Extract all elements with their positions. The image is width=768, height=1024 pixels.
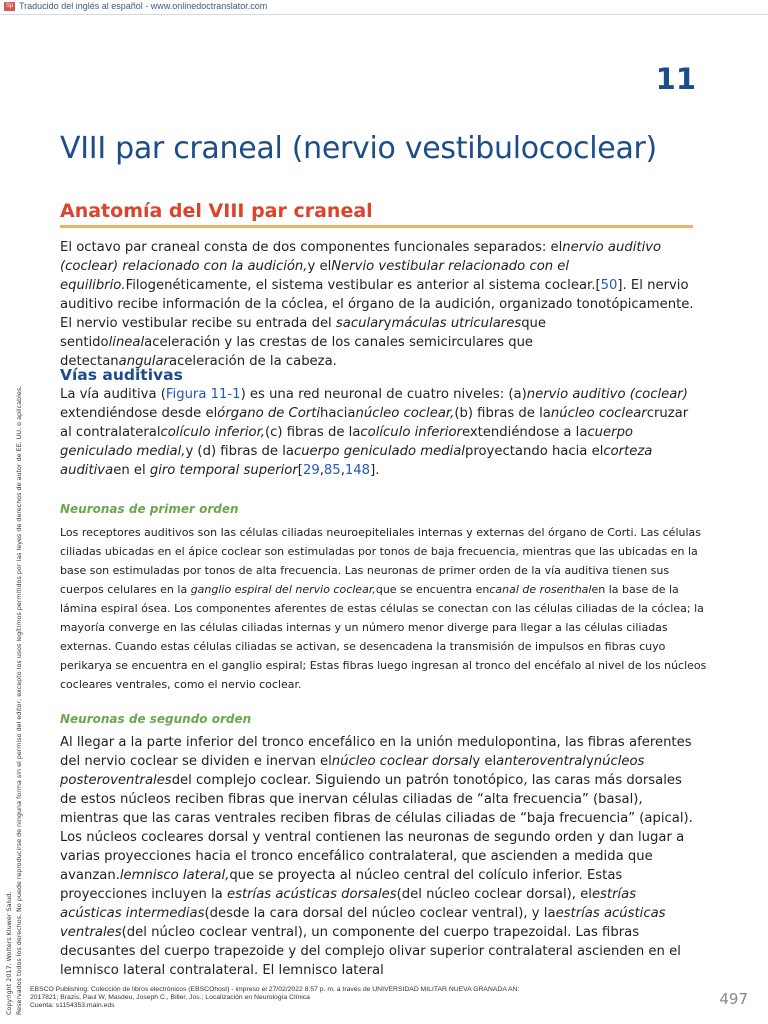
page-number: 497 [719,990,748,1008]
second-order-heading: Neuronas de segundo orden [60,712,252,726]
subsection-heading: Vías auditivas [60,366,183,384]
first-order-paragraph: Los receptores auditivos son las células ciliadas neuroepiteliales internas y externas del órgano de Corti. Las células ciliadas ubicadas en el ápice coclear son estimuladas por tonos de baja frecuencia, mientras que las ubicadas en la base son estimuladas por tonos de alta frecuencia. Las neuronas de primer orden de la vía auditiva tienen sus cuerpos celulares en la ganglio espiral del nervio coclear,que se encuentra encanal de rosenthalen la base de la lámina espiral ósea. Los componentes aferentes de estas células se conectan con las células ciliadas de la cóclea; la mayoría converge en las células ciliadas internas y un número menor diverge para llegar a las células ciliadas externas. Cuando estas células ciliadas se activan, se desencadena la transmisión de impulsos en fibras cuyo perikarya se encuentra en el ganglio espiral; Estas fibras luego ingresan al tronco del encéfalo al nivel de los núcleos cocleares ventrales, como el nervio coclear. [60,526,707,691]
chapter-title: VIII par craneal (nervio vestibulococlear) [60,131,657,166]
section-heading: Anatomía del VIII par craneal [60,200,373,222]
second-order-paragraph: Al llegar a la parte inferior del tronco encefálico en la unión medulopontina, las fibras aferentes del nervio coclear se dividen e inervan elnúcleo coclear dorsaly elanteroventralynúcleos posteroventralesdel complejo coclear. Siguiendo un patrón tonotópico, las caras más dorsales de estos núcleos reciben fibras que inervan células ciliadas de “alta frecuencia” (basal), mientras que las caras ventrales reciben fibras de células ciliadas de “baja frecuencia” (apical). Los núcleos cocleares dorsal y ventral contienen las neuronas de segundo orden y dan lugar a varias proyecciones hacia el tronco encefálico contralateral, que ascienden a medida que avanzan.lemnisco lateral,que se proyecta al núcleo central del colículo inferior. Estas proyecciones incluyen la estrías acústicas dorsales(del núcleo coclear dorsal), elestrías acústicas intermedias(desde la cara dorsal del núcleo coclear ventral), y laestrías acústicas ventrales(del núcleo coclear ventral), un componente del cuerpo trapezoidal. Las fibras decusantes del cuerpo trapezoide y del complejo olivar superior contralateral ascienden en el lemnisco lateral contralateral. El lemnisco lateral [60,735,693,978]
copyright-line: Copyright 2017. Wolters Kluwer Salud. [5,891,13,1015]
section-rule [60,225,693,228]
intro-paragraph: El octavo par craneal consta de dos componentes funcionales separados: elnervio auditivo (coclear) relacionado con la audición,y elNervio vestibular relacionado con el equilibrio.Filogenéticamente, el sistema vestibular es anterior al sistema coclear.[50]. El nervio auditivo recibe información de la cóclea, el órgano de la audición, organizado tonotópicamente. El nervio vestibular recibe su entrada del sacularymáculas utricularesque sentidolinealaceleración y las crestas de los canales semicirculares que detectanangularaceleración de la cabeza. [60,240,694,369]
reference-link[interactable]: 85 [323,463,341,478]
rights-line: Reservados todos los derechos. No puede reproducirse de ninguna forma sin el permiso del editor, excepto los usos legítimos permitidos por las leyes de derechos de autor de EE. UU. o aplicables. [15,385,23,1015]
figure-link[interactable]: Figura 11-1 [165,387,241,402]
copyright-sidebar [2,355,28,1015]
chapter-number: 11 [655,62,696,96]
footer-line: EBSCO Publishing: Colección de libros electrónicos (EBSCOhost) - impreso el 27/02/2022 8:57 p. m. a través de UNIVERSIDAD MILITAR NUEVA GRANADA AN: [30,986,520,993]
ebsco-footer [30,986,519,1010]
first-order-heading: Neuronas de primer orden [60,502,239,516]
reference-link[interactable]: 50 [600,278,618,293]
footer-line: 2017821; Brazis, Paul W, Masdeu, Joseph C., Biller, Jos.; Localización en Neurología Clínica [30,994,310,1001]
translator-banner [0,0,768,15]
reference-link[interactable]: 148 [344,463,371,478]
translator-banner-text[interactable]: Traducido del inglés al español - www.onlinedoctranslator.com [19,1,268,11]
auditory-pathway-paragraph: La vía auditiva (Figura 11-1) es una red neuronal de cuatro niveles: (a)nervio auditivo (coclear) extendiéndose desde elórgano de Cortihacianúcleo coclear,(b) fibras de lanúcleo coclearcruzar al contralateralcolículo inferior,(c) fibras de lacolículo inferiorextendiéndose a lacuerpo geniculado medial,y (d) fibras de lacuerpo geniculado medialproyectando hacia elcorteza auditivaen el giro temporal superior[29,85,148]. [60,387,689,478]
translator-logo-icon: Sp [5,3,14,9]
footer-line: Cuenta: s1154353.main.eds [30,1002,115,1009]
reference-link[interactable]: 29 [302,463,320,478]
